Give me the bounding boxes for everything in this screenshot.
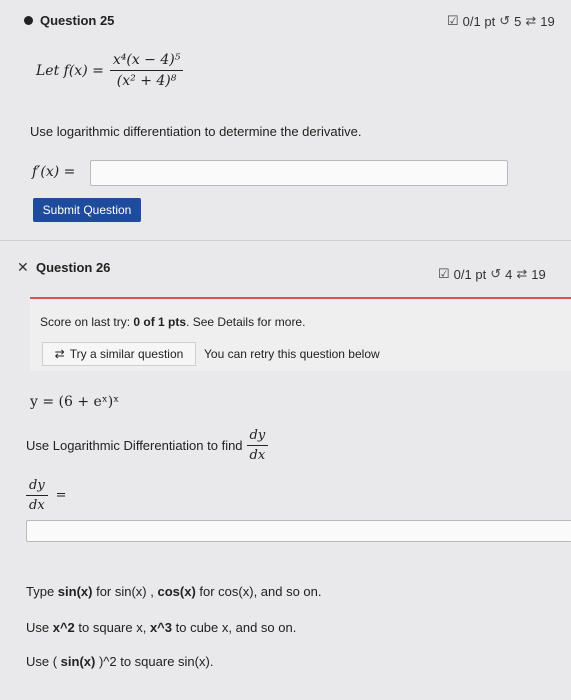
bullet-icon [24, 16, 33, 25]
attempts-count: 19 [540, 13, 555, 29]
function-fraction [110, 52, 183, 89]
dy-text: dy [26, 478, 48, 496]
hint-text: to square x, [74, 620, 150, 635]
dy-text: dy [247, 428, 269, 446]
retries-count: 4 [505, 266, 513, 282]
dx-text: dx [29, 498, 45, 513]
score-last-try [40, 315, 305, 329]
hint-line-3 [26, 654, 213, 669]
hint-code: x^3 [149, 620, 173, 635]
retries-count: 5 [514, 13, 522, 29]
hint-text: Use ( [26, 654, 61, 669]
question-title: Question 25 [40, 13, 115, 28]
undo-icon: ↺ [499, 13, 511, 28]
hint-text: Type [26, 584, 58, 599]
equation: y = (6 + eˣ)ˣ [30, 394, 120, 410]
instruction-text: Use Logarithmic Differentiation to find [26, 438, 243, 453]
find-derivative-line [26, 428, 268, 463]
dy-dx-fraction [26, 478, 48, 513]
score-prefix: Score on last try: [40, 315, 134, 329]
function-definition [36, 52, 183, 89]
question-meta [438, 266, 546, 282]
numerator: x⁴(x − 4)⁵ [110, 52, 183, 71]
function-label: Let f(x) = [36, 62, 104, 79]
refresh-icon: ⇄ [525, 13, 537, 28]
undo-icon: ↺ [490, 266, 502, 281]
submit-question-button[interactable]: Submit Question [33, 198, 141, 222]
instruction-text: Use logarithmic differentiation to determine the derivative. [30, 124, 362, 139]
attempts-count: 19 [531, 266, 546, 282]
score-value: 0 of 1 pts [133, 315, 187, 329]
section-divider [0, 240, 571, 241]
hint-code: x^2 [52, 620, 75, 635]
dy-dx-fraction [247, 428, 269, 463]
answer-input[interactable] [90, 160, 508, 186]
score-suffix: . See Details for more. [186, 315, 306, 329]
refresh-icon: ⇄ [516, 266, 528, 281]
hint-text: for cos(x), and so on. [195, 584, 322, 599]
answer-label [26, 478, 67, 513]
question-title: Question 26 [36, 260, 111, 275]
hint-text: )^2 to square sin(x). [95, 654, 214, 669]
hint-text: for sin(x) , [92, 584, 158, 599]
hint-text: to cube x, and so on. [172, 620, 297, 635]
hint-code: sin(x) [57, 584, 93, 599]
hint-text: Use [26, 620, 53, 635]
question-meta [447, 13, 555, 29]
denominator: (x² + 4)⁸ [116, 73, 177, 89]
score-text: 0/1 pt [462, 13, 496, 29]
hint-code: sin(x) [60, 654, 96, 669]
checkbox-icon: ☑ [438, 266, 450, 281]
answer-input[interactable] [26, 520, 571, 542]
score-text: 0/1 pt [453, 266, 487, 282]
x-icon: ✕ [17, 259, 29, 275]
retry-note: You can retry this question below [204, 347, 380, 361]
answer-label: f′(x) = [32, 164, 76, 180]
hint-code: cos(x) [157, 584, 196, 599]
try-similar-button[interactable] [42, 342, 196, 366]
equals-sign: = [55, 488, 67, 503]
refresh-icon: ⇄ [54, 347, 65, 361]
try-similar-label: Try a similar question [69, 347, 184, 361]
hint-line-1 [26, 584, 322, 599]
checkbox-icon: ☑ [447, 13, 459, 28]
dx-text: dx [249, 448, 266, 463]
hint-line-2 [26, 620, 296, 635]
